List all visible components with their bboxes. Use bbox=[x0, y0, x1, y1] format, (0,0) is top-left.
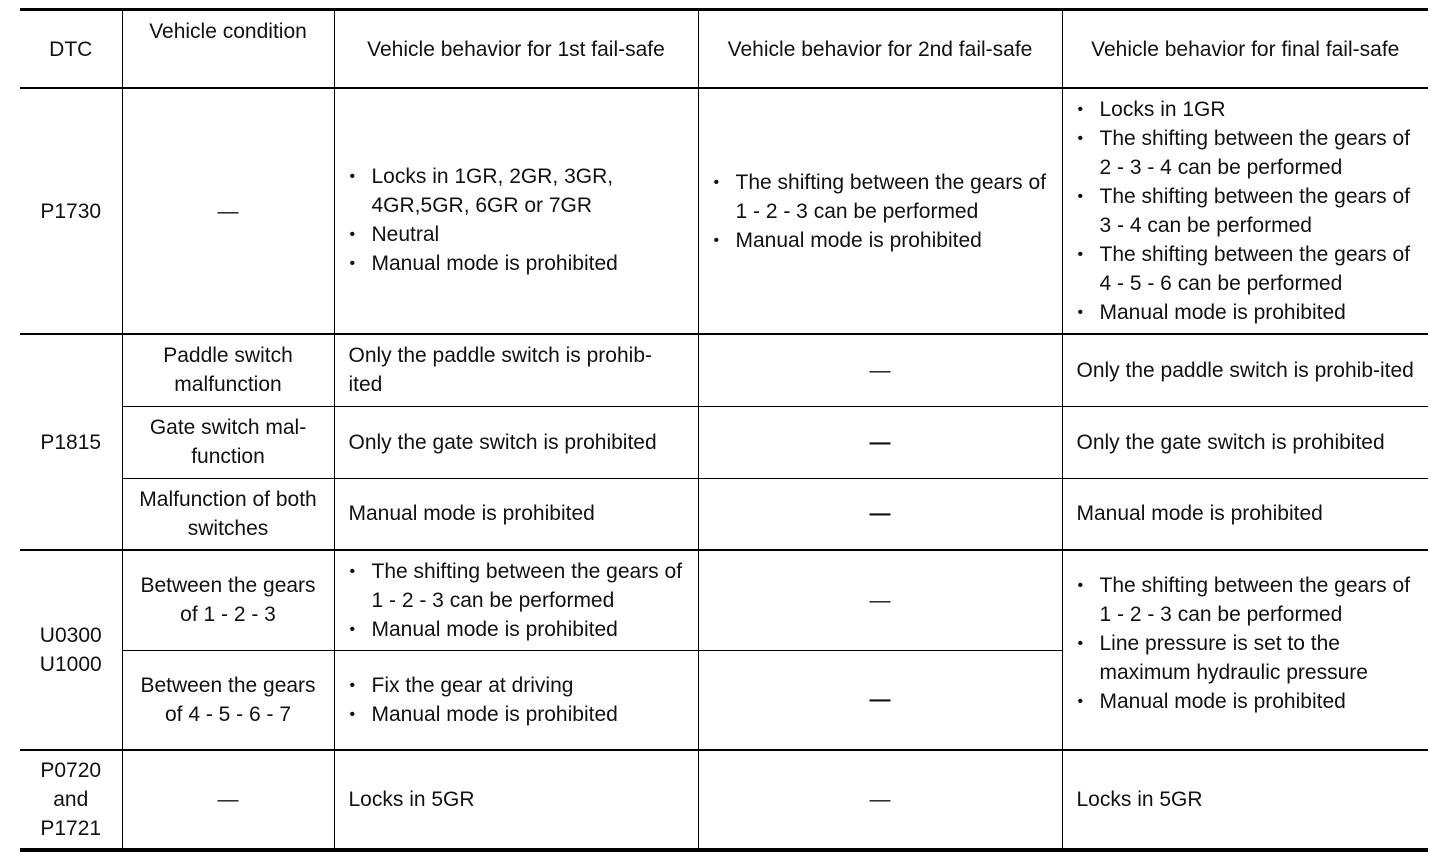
first-fail-safe-list bbox=[349, 162, 684, 278]
list-item: • Manual mode is prohibited bbox=[713, 226, 1048, 255]
table-row-p1815-paddle bbox=[20, 334, 1428, 406]
final-fail-safe-cell: Locks in 5GR bbox=[1062, 750, 1428, 850]
condition-cell: Between the gears of 4 - 5 - 6 - 7 bbox=[122, 650, 334, 750]
second-fail-safe-cell: — bbox=[698, 478, 1062, 550]
list-item: • Manual mode is prohibited bbox=[1077, 298, 1415, 327]
condition-cell: Malfunction of both switches bbox=[122, 478, 334, 550]
condition-cell: Paddle switch malfunction bbox=[122, 334, 334, 406]
list-item: • Manual mode is prohibited bbox=[349, 615, 684, 644]
table-row-p1815-gate bbox=[20, 406, 1428, 478]
second-fail-safe-cell bbox=[698, 88, 1062, 334]
condition-cell: — bbox=[122, 750, 334, 850]
first-fail-safe-cell bbox=[334, 88, 698, 334]
second-fail-safe-cell: — bbox=[698, 550, 1062, 650]
first-fail-safe-list bbox=[349, 671, 684, 729]
second-fail-safe-cell: — bbox=[698, 406, 1062, 478]
header-row bbox=[20, 10, 1428, 89]
header-dtc: DTC bbox=[20, 10, 122, 89]
condition-cell: Gate switch mal-function bbox=[122, 406, 334, 478]
first-fail-safe-cell: Only the paddle switch is prohib-ited bbox=[334, 334, 698, 406]
final-fail-safe-list bbox=[1077, 571, 1415, 716]
list-item: • Fix the gear at driving bbox=[349, 671, 684, 700]
final-fail-safe-list bbox=[1077, 95, 1415, 327]
list-item: • Locks in 1GR, 2GR, 3GR, 4GR,5GR, 6GR or 7GR bbox=[349, 162, 684, 220]
fail-safe-table-container bbox=[20, 8, 1428, 852]
final-fail-safe-cell: Only the gate switch is prohibited bbox=[1062, 406, 1428, 478]
condition-cell: Between the gears of 1 - 2 - 3 bbox=[122, 550, 334, 650]
condition-cell: — bbox=[122, 88, 334, 334]
first-fail-safe-cell bbox=[334, 550, 698, 650]
header-first-fail-safe: Vehicle behavior for 1st fail-safe bbox=[334, 10, 698, 89]
table-row-p0720 bbox=[20, 750, 1428, 850]
list-item: • Locks in 1GR bbox=[1077, 95, 1415, 124]
first-fail-safe-cell: Only the gate switch is prohibited bbox=[334, 406, 698, 478]
second-fail-safe-list bbox=[713, 168, 1048, 255]
dtc-cell: P1730 bbox=[20, 88, 122, 334]
table-row-u0300-low bbox=[20, 550, 1428, 650]
dtc-cell: U0300 U1000 bbox=[20, 550, 122, 750]
dtc-cell: P1815 bbox=[20, 334, 122, 550]
list-item: • Line pressure is set to the maximum hydraulic pressure bbox=[1077, 629, 1415, 687]
list-item: • Neutral bbox=[349, 220, 684, 249]
first-fail-safe-cell bbox=[334, 650, 698, 750]
list-item: • The shifting between the gears of 2 - 3 - 4 can be performed bbox=[1077, 124, 1415, 182]
second-fail-safe-cell: — bbox=[698, 334, 1062, 406]
final-fail-safe-cell: Only the paddle switch is prohib-ited bbox=[1062, 334, 1428, 406]
list-item: • Manual mode is prohibited bbox=[349, 700, 684, 729]
list-item: • The shifting between the gears of 4 - 5 - 6 can be performed bbox=[1077, 240, 1415, 298]
second-fail-safe-cell: — bbox=[698, 650, 1062, 750]
fail-safe-table bbox=[20, 8, 1428, 852]
list-item: • The shifting between the gears of 1 - 2 - 3 can be performed bbox=[1077, 571, 1415, 629]
table-row-p1730 bbox=[20, 88, 1428, 334]
list-item: • Manual mode is prohibited bbox=[349, 249, 684, 278]
first-fail-safe-list bbox=[349, 557, 684, 644]
header-vehicle-condition: Vehicle condition bbox=[122, 10, 334, 89]
final-fail-safe-cell bbox=[1062, 88, 1428, 334]
header-final-fail-safe: Vehicle behavior for final fail-safe bbox=[1062, 10, 1428, 89]
header-second-fail-safe: Vehicle behavior for 2nd fail-safe bbox=[698, 10, 1062, 89]
second-fail-safe-cell: — bbox=[698, 750, 1062, 850]
dtc-cell: P0720 and P1721 bbox=[20, 750, 122, 850]
list-item: • The shifting between the gears of 1 - 2 - 3 can be performed bbox=[349, 557, 684, 615]
list-item: • Manual mode is prohibited bbox=[1077, 687, 1415, 716]
list-item: • The shifting between the gears of 3 - 4 can be performed bbox=[1077, 182, 1415, 240]
list-item: • The shifting between the gears of 1 - 2 - 3 can be performed bbox=[713, 168, 1048, 226]
final-fail-safe-cell: Manual mode is prohibited bbox=[1062, 478, 1428, 550]
table-row-p1815-both bbox=[20, 478, 1428, 550]
first-fail-safe-cell: Manual mode is prohibited bbox=[334, 478, 698, 550]
final-fail-safe-cell bbox=[1062, 550, 1428, 750]
first-fail-safe-cell: Locks in 5GR bbox=[334, 750, 698, 850]
